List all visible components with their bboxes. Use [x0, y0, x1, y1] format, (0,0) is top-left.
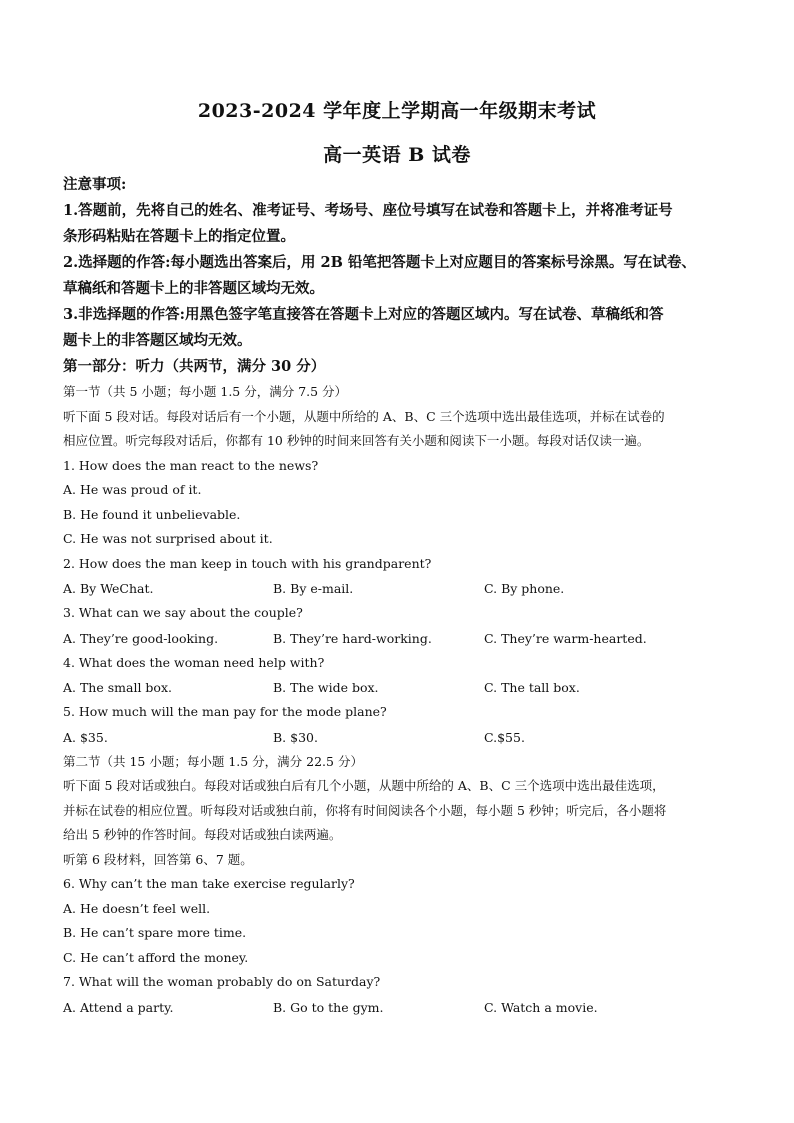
material6-heading: 听第 6 段材料，回答第 6、7 题。	[63, 851, 253, 867]
question-1: 1. How does the man react to the news?	[63, 457, 319, 473]
q6-option-b: B. He can’t spare more time.	[63, 925, 247, 940]
q4-option-a: A. The small box.	[63, 680, 172, 695]
q6-option-c: C. He can’t afford the money.	[63, 949, 249, 965]
exam-title: 2023-2024 学年度上学期高一年级期末考试	[197, 100, 597, 122]
section1-heading: 第一节（共 5 小题；每小题 1.5 分，满分 7.5 分）	[63, 384, 348, 399]
q1-option-a: A. He was proud of it.	[63, 482, 202, 497]
q4-option-b: B. The wide box.	[273, 680, 379, 695]
question-3: 3. What can we say about the couple?	[63, 605, 303, 620]
section2-instruction-line1: 听下面 5 段对话或独白。每段对话或独白后有几个小题，从题中所给的 A、B、C 三个选项中选出最佳选项，	[63, 778, 665, 793]
question-7: 7. What will the woman probably do on Saturday?	[63, 974, 381, 989]
q3-option-a: A. They’re good-looking.	[63, 630, 219, 646]
q2-options	[63, 576, 731, 601]
section2-heading: 第二节（共 15 小题；每小题 1.5 分，满分 22.5 分）	[63, 753, 363, 769]
notes-item2-line1: 2.选择题的作答:每小题选出答案后，用 2B 铅笔把答题卡上对应题目的答案标号涂黑。写在试卷、	[63, 254, 696, 271]
q5-options	[63, 725, 731, 750]
question-5: 5. How much will the man pay for the mode plane?	[63, 704, 387, 719]
notes-heading: 注意事项:	[63, 176, 127, 193]
section2-instruction-line3: 给出 5 秒钟的作答时间。每段对话或独白读两遍。	[63, 827, 342, 842]
q5-option-c: C.$55.	[484, 729, 525, 745]
q2-option-c: C. By phone.	[484, 581, 565, 596]
question-2: 2. How does the man keep in touch with his grandparent?	[63, 555, 432, 571]
exam-subtitle: 高一英语 B 试卷	[323, 144, 471, 166]
q5-option-a: A. $35.	[63, 729, 108, 745]
notes-item3-line2: 题卡上的非答题区域均无效。	[63, 332, 252, 349]
q4-options	[63, 675, 731, 700]
section2-instruction-line2: 并标在试卷的相应位置。听每段对话或独白前，你将有时间阅读各个小题，每小题 5 秒钟；听完后，各小题将	[63, 802, 667, 818]
section1-instruction-line2: 相应位置。听完每段对话后，你都有 10 秒钟的时间来回答有关小题和阅读下一小题。每段对话仅读一遍。	[63, 433, 650, 448]
notes-item1-line2: 条形码粘贴在答题卡上的指定位置。	[63, 228, 295, 245]
q2-option-a: A. By WeChat.	[63, 581, 154, 596]
notes-item3-line1: 3.非选择题的作答:用黑色签字笔直接答在答题卡上对应的答题区域内。写在试卷、草稿纸和答	[63, 306, 664, 323]
exam-content	[63, 172, 731, 1020]
q7-option-a: A. Attend a party.	[63, 999, 174, 1015]
question-4: 4. What does the woman need help with?	[63, 654, 325, 670]
q1-option-c: C. He was not surprised about it.	[63, 531, 273, 546]
q7-options	[63, 995, 731, 1020]
q7-option-b: B. Go to the gym.	[273, 999, 384, 1015]
q2-option-b: B. By e-mail.	[273, 581, 354, 596]
q7-option-c: C. Watch a movie.	[484, 999, 598, 1015]
q3-options	[63, 626, 731, 651]
q1-option-b: B. He found it unbelievable.	[63, 506, 241, 522]
section1-instruction-line1: 听下面 5 段对话。每段对话后有一个小题，从题中所给的 A、B、C 三个选项中选出最佳选项，并标在试卷的	[63, 408, 665, 424]
q4-option-c: C. The tall box.	[484, 680, 580, 695]
q5-option-b: B. $30.	[273, 729, 318, 745]
q3-option-c: C. They’re warm-hearted.	[484, 630, 647, 646]
q6-option-a: A. He doesn’t feel well.	[63, 900, 211, 916]
q3-option-b: B. They’re hard-working.	[273, 630, 432, 646]
notes-item1-line1: 1.答题前，先将自己的姓名、准考证号、考场号、座位号填写在试卷和答题卡上，并将准考证号	[63, 202, 673, 219]
question-6: 6. Why can’t the man take exercise regularly?	[63, 876, 355, 891]
part1-heading: 第一部分：听力（共两节，满分 30 分）	[63, 358, 326, 375]
notes-item2-line2: 草稿纸和答题卡上的非答题区域均无效。	[63, 280, 324, 297]
